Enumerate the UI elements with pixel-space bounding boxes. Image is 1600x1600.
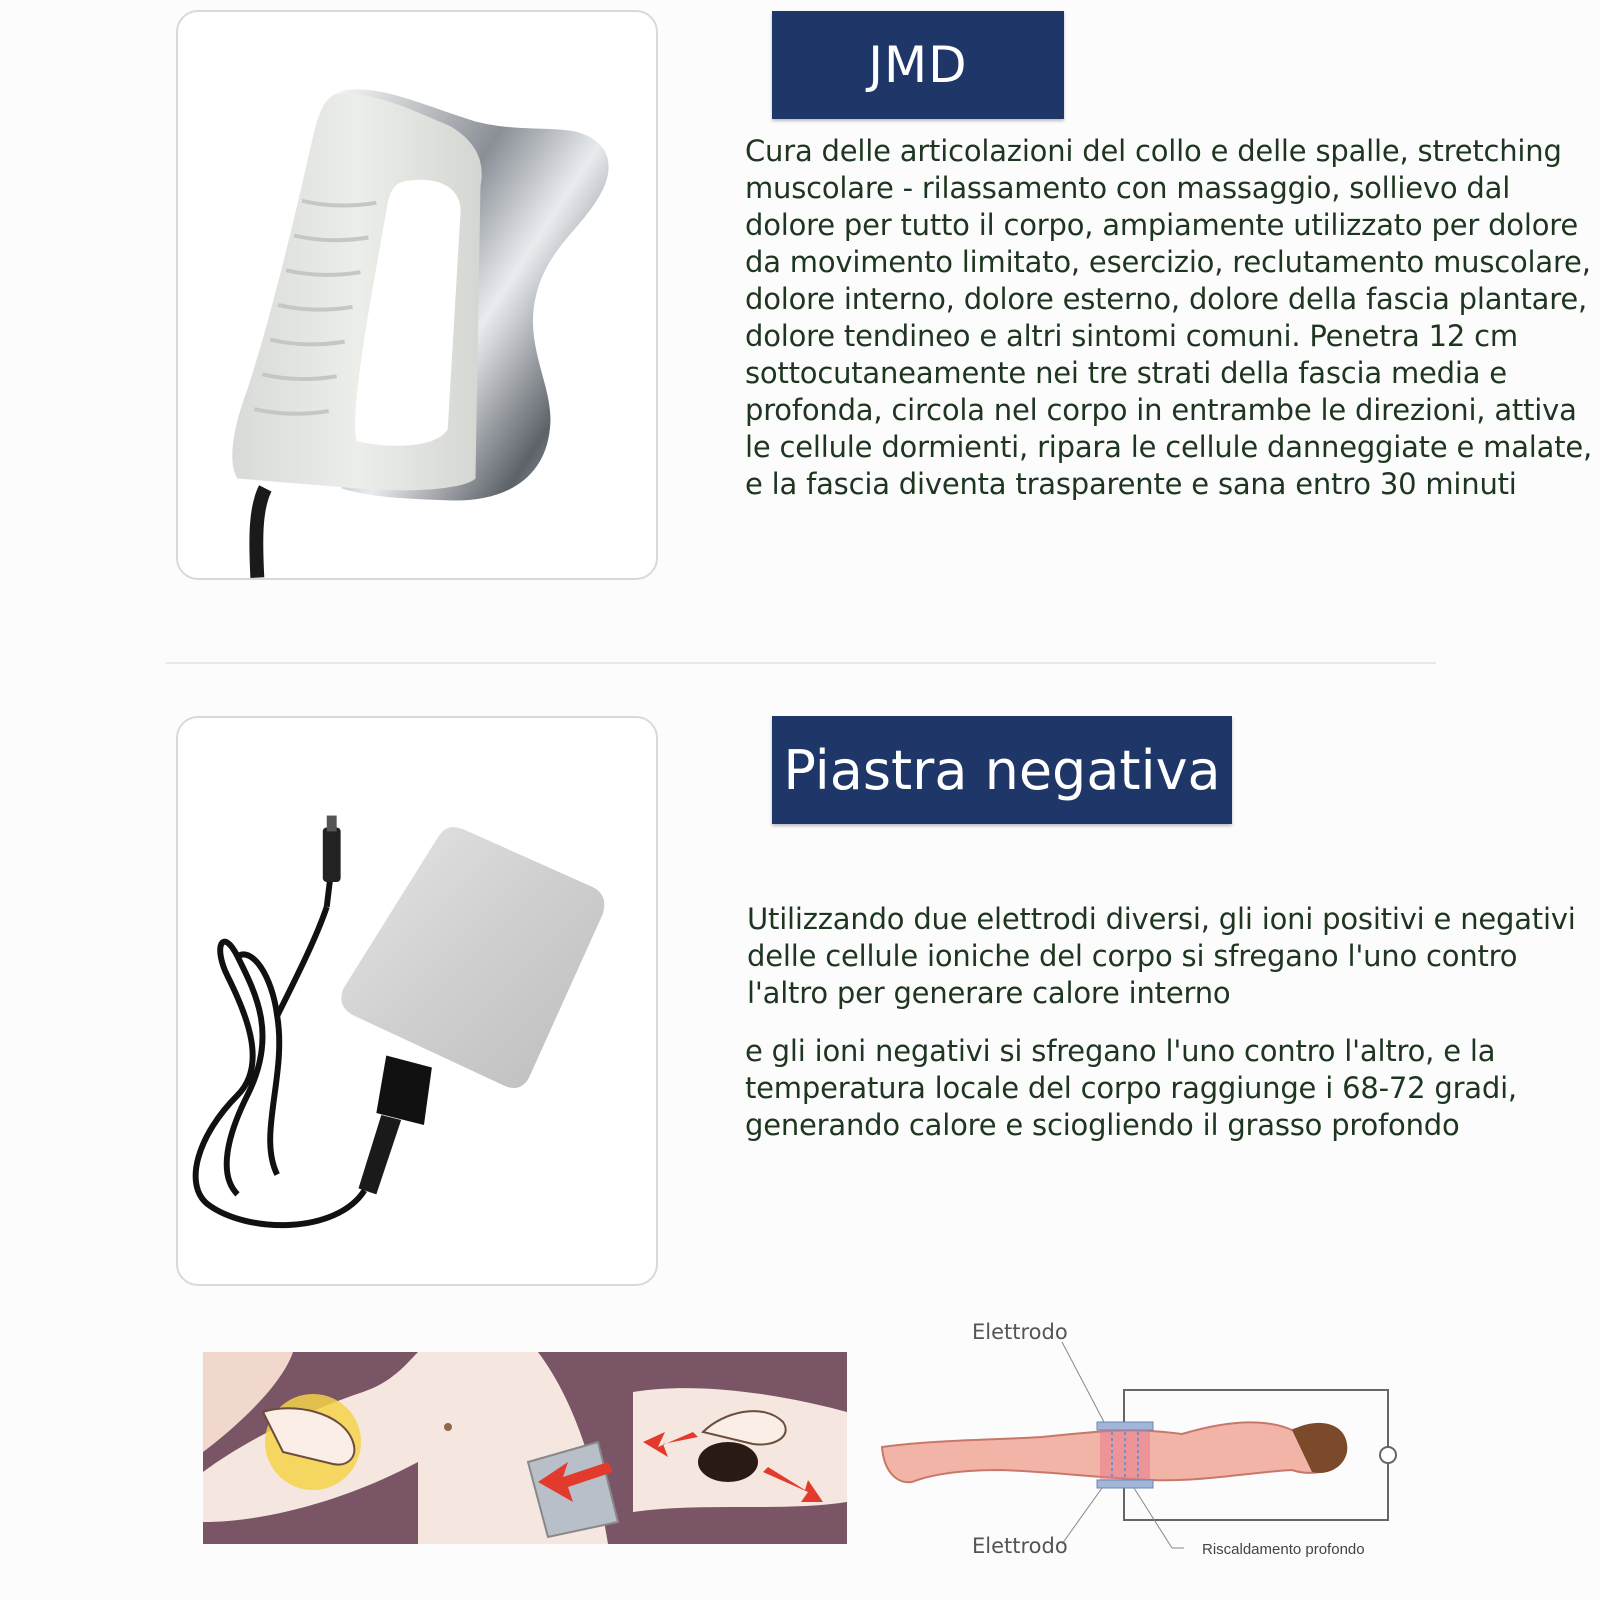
negative-plate-image — [176, 716, 658, 1286]
negative-plate-description-1: Utilizzando due elettrodi diversi, gli ioni positivi e negativi delle cellule ioniche del corpo si sfregano l'uno contro l'altro per generare calore interno — [747, 902, 1576, 1010]
handle-massage-icon — [633, 1352, 847, 1544]
illustration-plate-placement — [418, 1352, 633, 1544]
negative-plate-title — [772, 716, 1232, 824]
massage-handle-icon — [178, 12, 656, 578]
body-heating-icon — [872, 1322, 1412, 1572]
illustration-handle-massage — [633, 1352, 847, 1544]
negative-plate-title-text: Piastra negativa — [783, 738, 1221, 802]
hand-heat-icon — [203, 1352, 418, 1544]
jmd-description: Cura delle articolazioni del collo e delle spalle, stretching muscolare - rilassamento con massaggio, sollievo dal dolore per tutto il corpo, ampiamente utilizzato per dolore da movimento limitato, esercizio, reclutamento muscolare, dolore interno, dolore esterno, dolore della fascia plantare, dolore tendineo e altri sintomi comuni. Penetra 12 cm sottocutaneamente nei tre strati della fascia media e profonda, circola nel corpo in entrambe le direzioni, attiva le cellule dormienti, ripara le cellule danneggiate e malate, e la fascia diventa trasparente e sana entro 30 minuti — [745, 134, 1593, 501]
negative-plate-description-2: e gli ioni negativi si sfregano l'uno contro l'altro, e la temperatura locale del corpo raggiunge i 68-72 gradi, generando calore e sciogliendo il grasso profondo — [745, 1034, 1517, 1142]
deep-heating-label: Riscaldamento profondo — [1202, 1541, 1365, 1558]
electrode-label-bottom: Elettrodo — [972, 1534, 1068, 1558]
jmd-title-text: JMD — [868, 36, 968, 94]
section-divider — [166, 662, 1436, 664]
electrode-plate-icon — [178, 718, 656, 1284]
jmd-product-image — [176, 10, 658, 580]
plate-placement-icon — [418, 1352, 633, 1544]
jmd-title — [772, 11, 1064, 119]
electrode-label-top: Elettrodo — [972, 1320, 1068, 1344]
body-electrode-diagram — [872, 1322, 1412, 1572]
illustration-hand-heat — [203, 1352, 418, 1544]
